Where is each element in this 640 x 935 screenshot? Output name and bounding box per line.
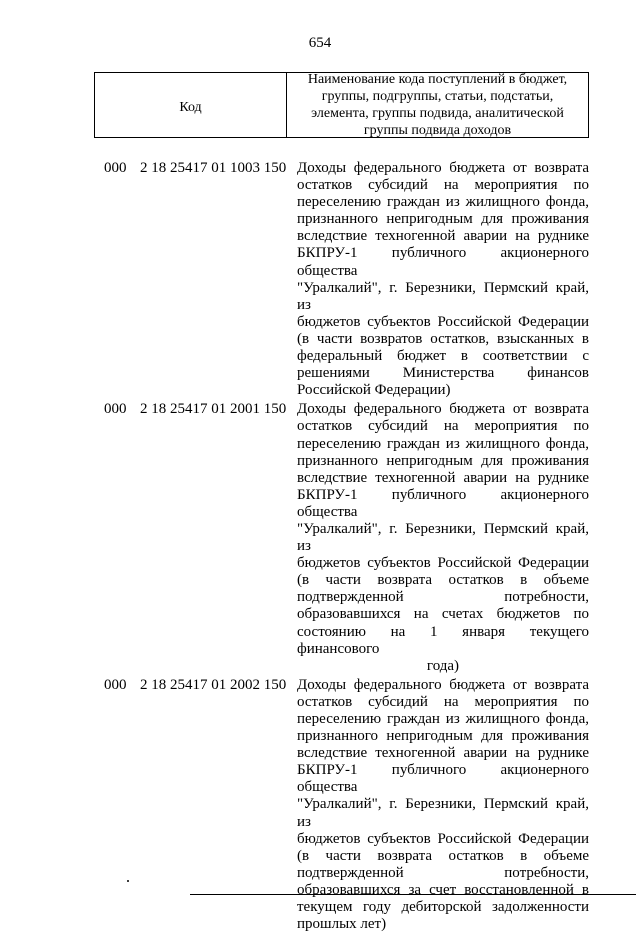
description-line: прошлых лет) [297, 916, 387, 933]
description-line: (в части возврата остатков в объеме [297, 572, 589, 589]
admin-code: 000 [104, 160, 127, 176]
page-bottom-rule [190, 894, 636, 895]
revenue-code: 2 18 25417 01 2001 150 [140, 401, 287, 418]
header-name-cell [287, 73, 588, 137]
description-line: остатков субсидий на мероприятия по [297, 693, 589, 710]
description-line: "Уралкалий", г. Березники, Пермский край, из [297, 520, 589, 555]
header-name-line: Наименование кода поступлений в бюджет, [307, 72, 568, 87]
description-line: Доходы федерального бюджета от возврата [297, 401, 589, 418]
description-line: БКПРУ-1 публичного акционерного общества [297, 762, 589, 796]
description-line: БКПРУ-1 публичного акционерного общества [297, 245, 589, 279]
description-line: вследствие техногенной аварии на руднике [297, 745, 589, 762]
description-line: вследствие техногенной аварии на руднике [297, 228, 589, 245]
description-line: (в части возвратов остатков, взысканных в [297, 330, 589, 347]
description-line: остатков субсидий на мероприятия по [297, 418, 589, 435]
description-line: Доходы федерального бюджета от возврата [297, 676, 589, 693]
revenue-code: 2 18 25417 01 1003 150 [140, 160, 287, 176]
table-row [0, 160, 640, 399]
page-number: 654 [308, 35, 332, 51]
description-line: образовавшихся на счетах бюджетов по [297, 606, 589, 623]
table-row [0, 401, 640, 675]
description-line: остатков субсидий на мероприятия по [297, 177, 589, 194]
description-line: признанного непригодным для проживания [297, 452, 589, 469]
description-line: Доходы федерального бюджета от возврата [297, 160, 589, 176]
header-table [94, 72, 589, 138]
scan-speck [127, 880, 129, 882]
description-line: переселению граждан из жилищного фонда, [297, 194, 589, 211]
description-line: "Уралкалий", г. Березники, Пермский край, из [297, 796, 589, 830]
description-line: признанного непригодным для проживания [297, 211, 589, 228]
description-line: признанного непригодным для проживания [297, 728, 589, 745]
revenue-code-list [0, 160, 640, 935]
header-name-line: группы, подгруппы, статьи, подстатьи, [321, 89, 554, 104]
description-line: подтвержденной потребности, [297, 864, 589, 881]
admin-code: 000 [104, 401, 127, 418]
description-line: "Уралкалий", г. Березники, Пермский край, из [297, 279, 589, 313]
description-line: бюджетов субъектов Российской Федерации [297, 555, 589, 572]
description-line: бюджетов субъектов Российской Федерации [297, 313, 589, 330]
description-line: бюджетов субъектов Российской Федерации [297, 830, 589, 847]
description-line: федеральный бюджет в соответствии с [297, 348, 589, 365]
description-line: переселению граждан из жилищного фонда, [297, 435, 589, 452]
description-line: вследствие техногенной аварии на руднике [297, 469, 589, 486]
header-name-line: группы подвида доходов [363, 123, 512, 138]
revenue-code: 2 18 25417 01 2002 150 [140, 676, 287, 693]
description-line: года) [426, 657, 460, 674]
revenue-description [297, 401, 589, 675]
description-line: БКПРУ-1 публичного акционерного общества [297, 486, 589, 520]
description-line: (в части возврата остатков в объеме [297, 847, 589, 864]
header-code-cell: Код [95, 73, 287, 137]
description-line: переселению граждан из жилищного фонда, [297, 711, 589, 727]
description-line: решениями Министерства финансов [297, 365, 589, 382]
revenue-description [297, 160, 589, 399]
description-line: Российской Федерации) [297, 382, 451, 399]
description-line: подтвержденной потребности, [297, 589, 589, 606]
header-name-line: элемента, группы подвида, аналитической [311, 106, 564, 121]
admin-code: 000 [104, 676, 127, 693]
description-line: образовавшихся за счет восстановленной в [297, 881, 589, 898]
description-line: текущем году дебиторской задолженности [297, 899, 589, 916]
description-line: состоянию на 1 января текущего финансового [297, 623, 589, 657]
